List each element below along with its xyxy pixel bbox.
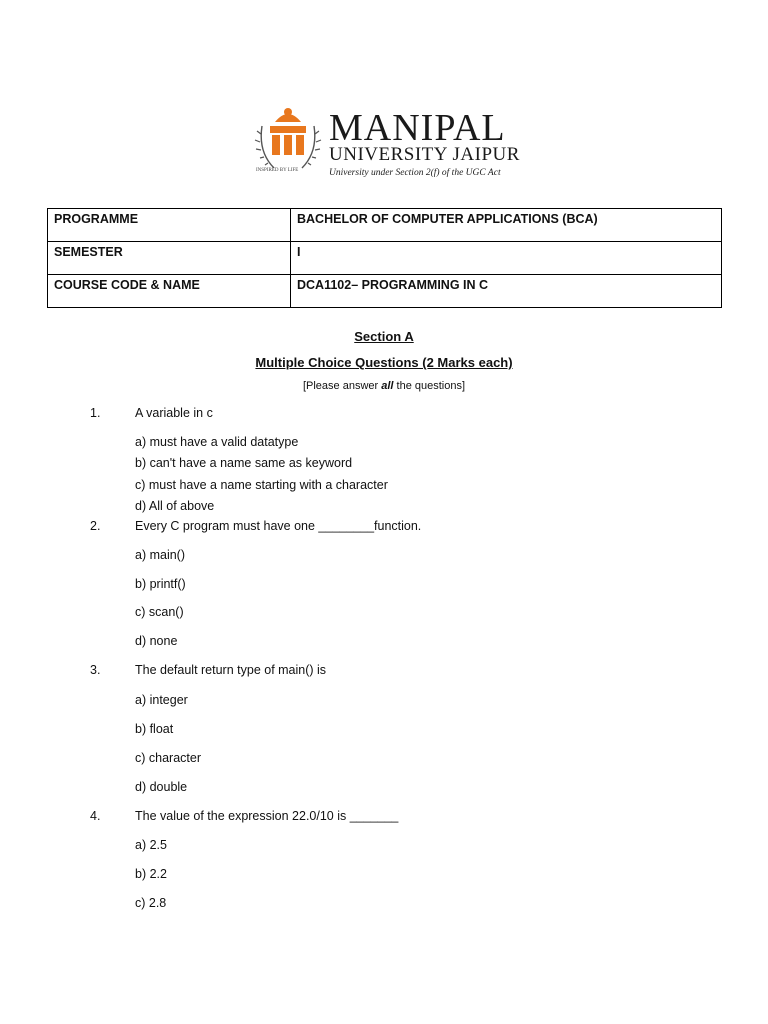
instruction-text (0, 380, 768, 392)
table-row (48, 209, 722, 242)
option: b) float (135, 722, 174, 736)
option: a) 2.5 (135, 838, 167, 852)
question-text: The default return type of main() is (135, 663, 327, 677)
instruction-emphasis: all (381, 380, 394, 392)
instruction-post: the questions] (393, 380, 466, 392)
option: d) double (135, 780, 188, 794)
question-number: 1. (90, 406, 101, 420)
question-number: 4. (90, 809, 101, 823)
logo-university: UNIVERSITY JAIPUR (329, 144, 520, 165)
course-label: COURSE CODE & NAME (48, 275, 291, 308)
programme-value: BACHELOR OF COMPUTER APPLICATIONS (BCA) (291, 209, 722, 242)
option: c) character (135, 751, 201, 765)
question-text: Every C program must have one ________function. (135, 519, 422, 533)
option: b) printf() (135, 577, 186, 591)
option: c) must have a name starting with a character (135, 478, 388, 492)
question-text: A variable in c (135, 406, 213, 420)
table-row (48, 275, 722, 308)
option: b) 2.2 (135, 867, 167, 881)
semester-label: SEMESTER (48, 242, 291, 275)
logo-motto: INSPIRED BY LIFE (256, 168, 299, 173)
question-number: 2. (90, 519, 101, 533)
programme-label: PROGRAMME (48, 209, 291, 242)
manipal-emblem-icon (252, 104, 324, 178)
question-text: The value of the expression 22.0/10 is _______ (135, 809, 399, 823)
section-title: Section A (354, 329, 414, 344)
option: a) main() (135, 548, 186, 562)
section-subtitle: Multiple Choice Questions (2 Marks each) (255, 355, 513, 370)
option: c) scan() (135, 605, 184, 619)
option: d) none (135, 634, 178, 648)
semester-value: I (291, 242, 722, 275)
logo-tagline: University under Section 2(f) of the UGC Act (329, 168, 501, 178)
course-info-table (47, 208, 722, 308)
logo-name: MANIPAL (329, 107, 506, 149)
option: b) can't have a name same as keyword (135, 456, 353, 470)
option: c) 2.8 (135, 896, 167, 910)
option: a) integer (135, 693, 188, 707)
university-logo (252, 104, 524, 182)
question-number: 3. (90, 663, 101, 677)
option: a) must have a valid datatype (135, 435, 299, 449)
course-value: DCA1102– PROGRAMMING IN C (291, 275, 722, 308)
table-row (48, 242, 722, 275)
instruction-pre: [Please answer (302, 380, 382, 392)
option: d) All of above (135, 499, 215, 513)
